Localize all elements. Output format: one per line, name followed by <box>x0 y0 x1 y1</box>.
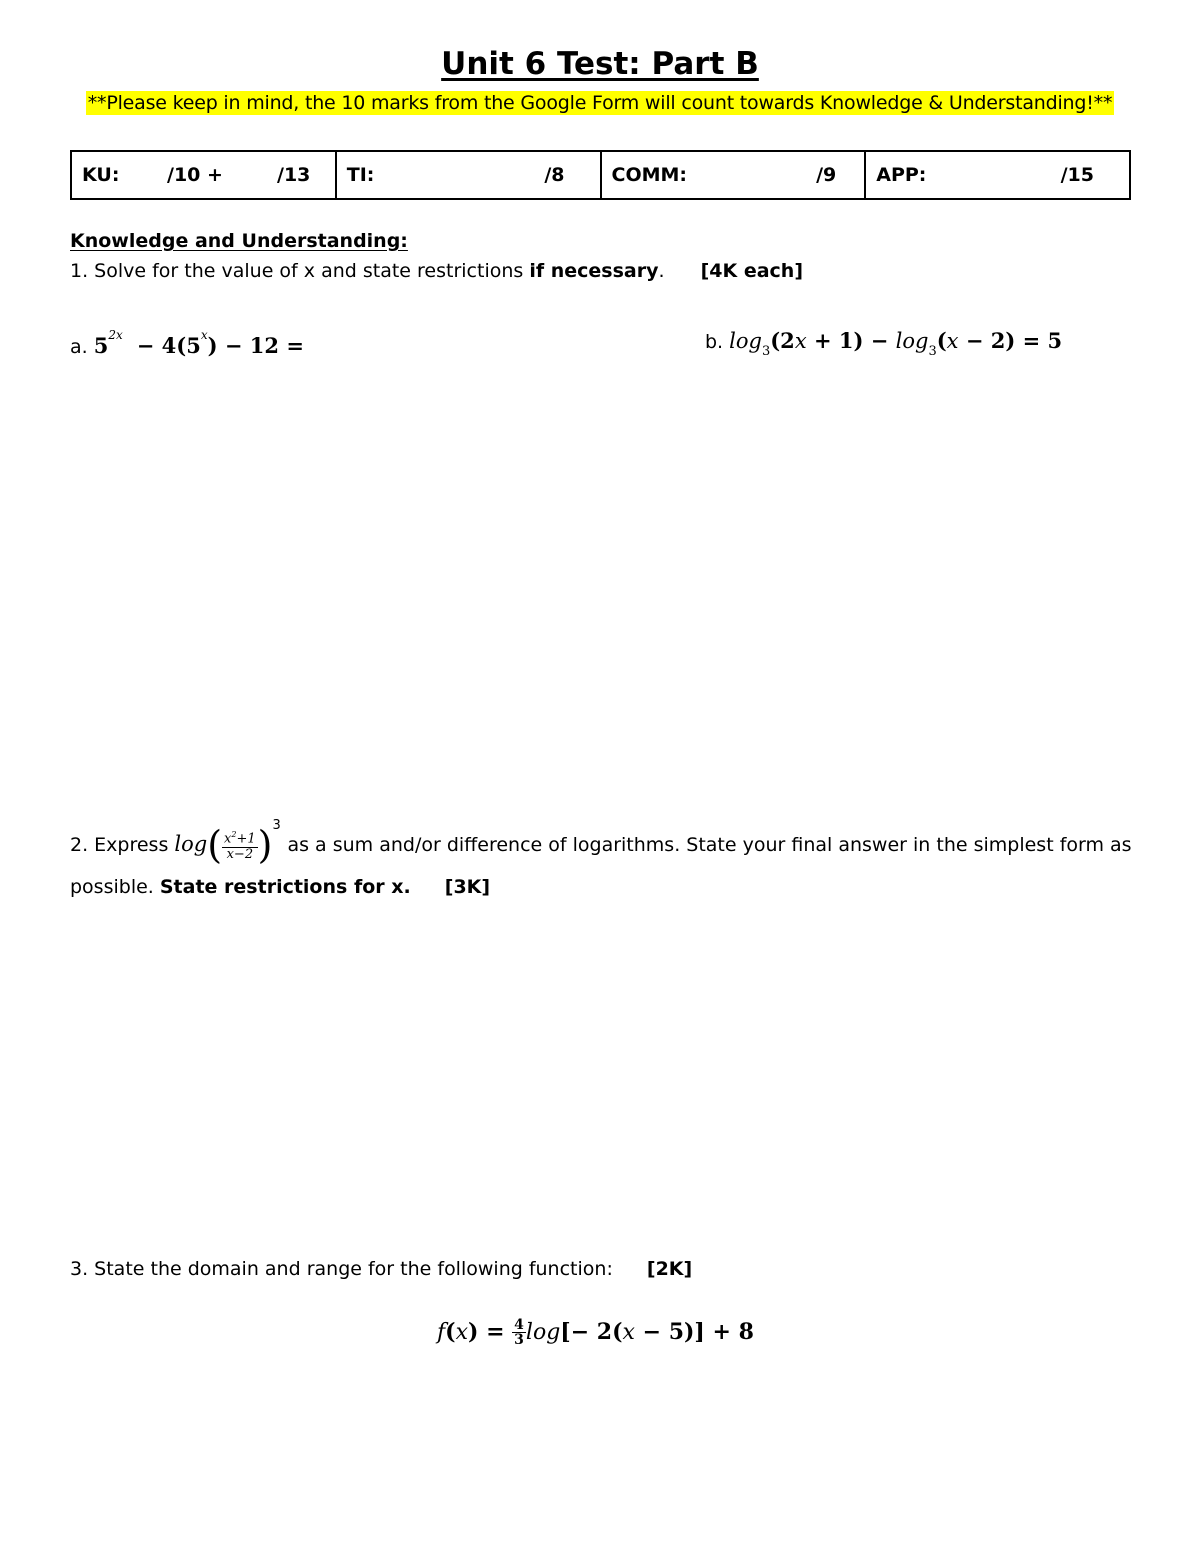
q1a-label: a. <box>70 336 88 358</box>
app-cell <box>865 151 1130 199</box>
ku-part2: /13 <box>277 164 311 186</box>
ti-total: /8 <box>544 164 565 186</box>
q1a-equation: $5^{2x} - 4(5^x) - 12$ = <box>93 328 304 358</box>
q1-bold: if necessary <box>529 260 659 282</box>
question-1b <box>705 328 1062 359</box>
q3-marks: [2K] <box>646 1258 693 1280</box>
q1-end: . <box>658 260 665 282</box>
question-3 <box>70 1258 692 1280</box>
app-label: APP: <box>876 164 927 186</box>
ku-part1: /10 + <box>167 164 223 186</box>
q1-text: 1. Solve for the value of x and state restrictions <box>70 260 530 282</box>
question-1a <box>70 328 304 358</box>
comm-cell <box>601 151 866 199</box>
q1b-equation: $\log_3(2x + 1) - \log_3(x - 2) = 5$ <box>729 328 1063 359</box>
q2-suffix: as a sum and/or difference of logarithms. State your final answer in the simplest form as <box>287 834 1132 856</box>
q3-text: 3. State the domain and range for the following function: <box>70 1258 613 1280</box>
q2-prefix: 2. Express <box>70 834 175 856</box>
comm-label: COMM: <box>611 164 688 186</box>
q1b-label: b. <box>705 331 724 353</box>
question-2 <box>70 818 1132 867</box>
q3-function: f(x) = $\frac{4}{3}$ log[− 2(x − 5)] + 8 <box>437 1317 754 1348</box>
comm-total: /9 <box>816 164 837 186</box>
notice-text: **Please keep in mind, the 10 marks from the Google Form will count towards Knowledge & Understanding!** <box>87 92 1113 114</box>
app-total: /15 <box>1060 164 1094 186</box>
q2-marks: [3K] <box>444 876 491 898</box>
marks-table <box>70 150 1131 200</box>
q2-line2: possible. <box>70 876 160 898</box>
ti-cell <box>336 151 601 199</box>
ku-cell <box>71 151 336 199</box>
question-1 <box>70 260 803 282</box>
ku-label: KU: <box>82 164 120 186</box>
q2-bold: State restrictions for x. <box>159 876 411 898</box>
q2-expression: log( $\frac{x^2+1}{x-2}$ )$^3$ <box>174 818 281 867</box>
ti-label: TI: <box>346 164 375 186</box>
question-2-line2 <box>70 876 490 898</box>
q1-marks: [4K each] <box>700 260 803 282</box>
notice-banner <box>0 92 1200 114</box>
page-title: Unit 6 Test: Part B <box>441 46 759 82</box>
section-heading: Knowledge and Understanding: <box>70 230 408 252</box>
